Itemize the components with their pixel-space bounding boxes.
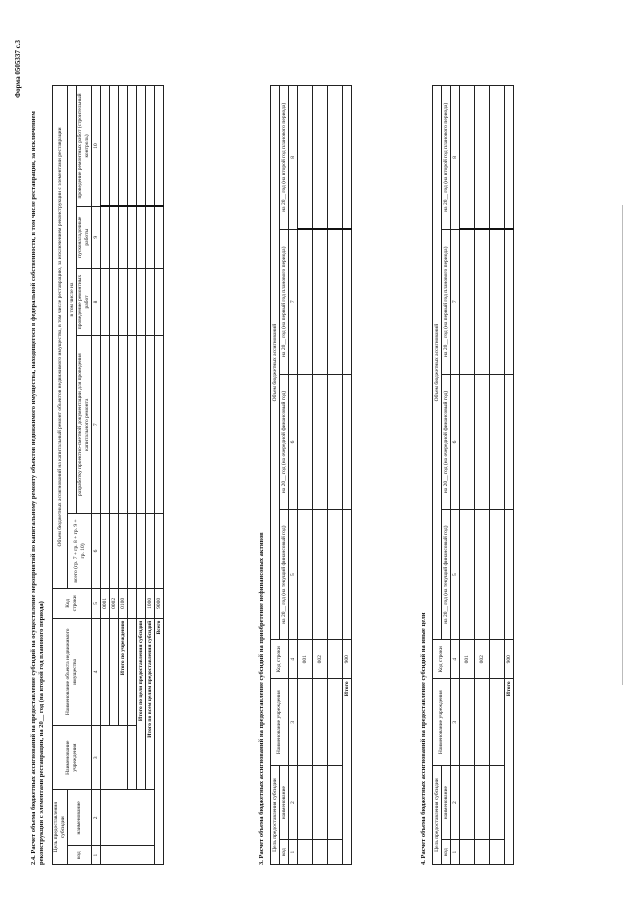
total-institution-label: Итого по учреждению	[119, 618, 128, 725]
name-header: наименование	[68, 790, 92, 846]
volume-header: Объем бюджетных ассигнований на капитальный ремонт объектов недвижимого имущества, в том числе реставрацию, за исключением реконструкции с элементами реставрации	[53, 86, 68, 589]
col-num: 8	[451, 86, 460, 230]
row-code: 0001	[101, 588, 110, 618]
grand-total-label: Всего	[155, 618, 164, 864]
institution-header: Наименование учреждения	[433, 679, 451, 766]
col-num: 6	[289, 374, 298, 509]
c10-header: проведение ремонтных работ (строительный контроль)	[77, 86, 92, 207]
purpose-header: Цель предоставления субсидии	[53, 790, 68, 865]
table-row	[313, 86, 328, 865]
table-row	[343, 86, 352, 865]
volume-header: Объем бюджетных ассигнований	[433, 86, 442, 640]
total-all-purposes-label: Итого по всем целям предоставления субсидий	[146, 618, 155, 790]
section-4-table	[432, 85, 514, 865]
section-3-title: 3. Расчет объема бюджетных ассигнований на предоставление субсидий на приобретение нефинансовых активов	[258, 532, 265, 865]
table-row	[101, 86, 110, 865]
year3-header: на 20__ год (на первый год планового периода)	[280, 229, 289, 374]
c9-header: пусконаладочные работы	[77, 206, 92, 268]
table-row	[490, 86, 505, 865]
col-num: 8	[92, 268, 101, 336]
row-code: 900	[505, 640, 514, 679]
col-num: 4	[451, 640, 460, 679]
institution-header: Наименование учреждения	[271, 679, 289, 766]
col-num: 6	[92, 514, 101, 589]
year4-header: на 20__ год (на второй год планового периода)	[442, 86, 451, 230]
col-number-row	[451, 86, 460, 865]
row-code-header: Код строки	[53, 588, 92, 618]
year3-header: на 20__ год (на первый год планового периода)	[442, 229, 451, 374]
year1-header: на 20__ год (на текущий финансовый год)	[280, 510, 289, 640]
row-code: 001	[460, 640, 475, 679]
total-header: всего (гр. 7 + гр. 8 + гр. 9 + гр. 10)	[68, 514, 92, 589]
total-purpose-label: Итого по цели предоставления субсидии	[137, 618, 146, 790]
table-row	[137, 86, 146, 865]
row-code-header: Код строки	[271, 640, 289, 679]
col-num: 2	[92, 790, 101, 846]
table-row	[128, 86, 137, 865]
purpose-header: Цель предоставления субсидии	[271, 766, 280, 865]
col-number-row	[289, 86, 298, 865]
col-num: 2	[289, 766, 298, 840]
c8-header: проведение ремонтных работ	[77, 268, 92, 336]
table-row	[155, 86, 164, 865]
col-num: 5	[289, 510, 298, 640]
code-header: код	[280, 840, 289, 865]
col-num: 1	[451, 840, 460, 865]
col-num: 10	[92, 86, 101, 207]
code-header: код	[68, 846, 92, 865]
col-num: 3	[451, 679, 460, 766]
col-number-row	[92, 86, 101, 865]
table-row	[475, 86, 490, 865]
col-num: 1	[289, 840, 298, 865]
table-row	[460, 86, 475, 865]
year1-header: на 20__ год (на текущий финансовый год)	[442, 510, 451, 640]
row-code: 900	[343, 640, 352, 679]
col-num: 8	[289, 86, 298, 230]
section-2-4-table	[52, 85, 164, 865]
total-label: Итого	[343, 679, 352, 865]
col-num: 5	[451, 510, 460, 640]
table-row	[298, 86, 313, 865]
form-code: Форма 0505337 с.3	[14, 40, 22, 98]
year4-header: на 20__ год (на второй год планового периода)	[280, 86, 289, 230]
col-num: 3	[289, 679, 298, 766]
section-2-4-title: 2.4. Расчет объема бюджетных ассигнований на предоставление субсидий на осуществление мероприятий по капитальному ремонту объектов недвижимого имущества, находящегося в федеральной собственности, в том числе реставрации, за исключением реконструкции с элементами реставрации, на 20__ год (на второй год планового периода)	[30, 111, 45, 865]
section-3-table	[270, 85, 352, 865]
col-num: 7	[451, 229, 460, 374]
code-header: код	[442, 840, 451, 865]
volume-header: Объем бюджетных ассигнований	[271, 86, 280, 640]
table-row	[505, 86, 514, 865]
col-num: 3	[92, 725, 101, 790]
total-label: Итого	[505, 679, 514, 865]
c7-header: разработку проектно-сметной документации для проведения капитального ремонта	[77, 336, 92, 514]
col-num: 1	[92, 846, 101, 865]
scan-edge-line	[622, 205, 623, 685]
col-num: 2	[451, 766, 460, 840]
col-num: 4	[289, 640, 298, 679]
year2-header: на 20__ год (на очередной финансовый год)	[280, 374, 289, 509]
year2-header: на 20__ год (на очередной финансовый год)	[442, 374, 451, 509]
col-num: 4	[92, 618, 101, 725]
row-code: 002	[313, 640, 328, 679]
table-row	[146, 86, 155, 865]
col-num: 5	[92, 588, 101, 618]
row-code: 001	[298, 640, 313, 679]
row-code: 1000	[146, 588, 155, 618]
col-num: 7	[289, 229, 298, 374]
col-num: 7	[92, 336, 101, 514]
section-4-title: 4. Расчет объема бюджетных ассигнований на предоставление субсидий на иные цели	[420, 612, 427, 865]
row-code: 0002	[110, 588, 119, 618]
purpose-header: Цель предоставления субсидии	[433, 766, 442, 865]
name-header: наименование	[280, 766, 289, 840]
institution-header: Наименование учреждения	[53, 725, 92, 790]
col-num: 9	[92, 206, 101, 268]
row-code: 9000	[155, 588, 164, 618]
object-header: Наименование объекта недвижимого имущества	[53, 618, 92, 725]
col-num: 6	[451, 374, 460, 509]
incl-header: в том числе на	[68, 86, 77, 514]
table-row	[328, 86, 343, 865]
row-code-header: Код строки	[433, 640, 451, 679]
row-code: 0100	[119, 588, 128, 618]
row-code: 002	[475, 640, 490, 679]
name-header: наименование	[442, 766, 451, 840]
